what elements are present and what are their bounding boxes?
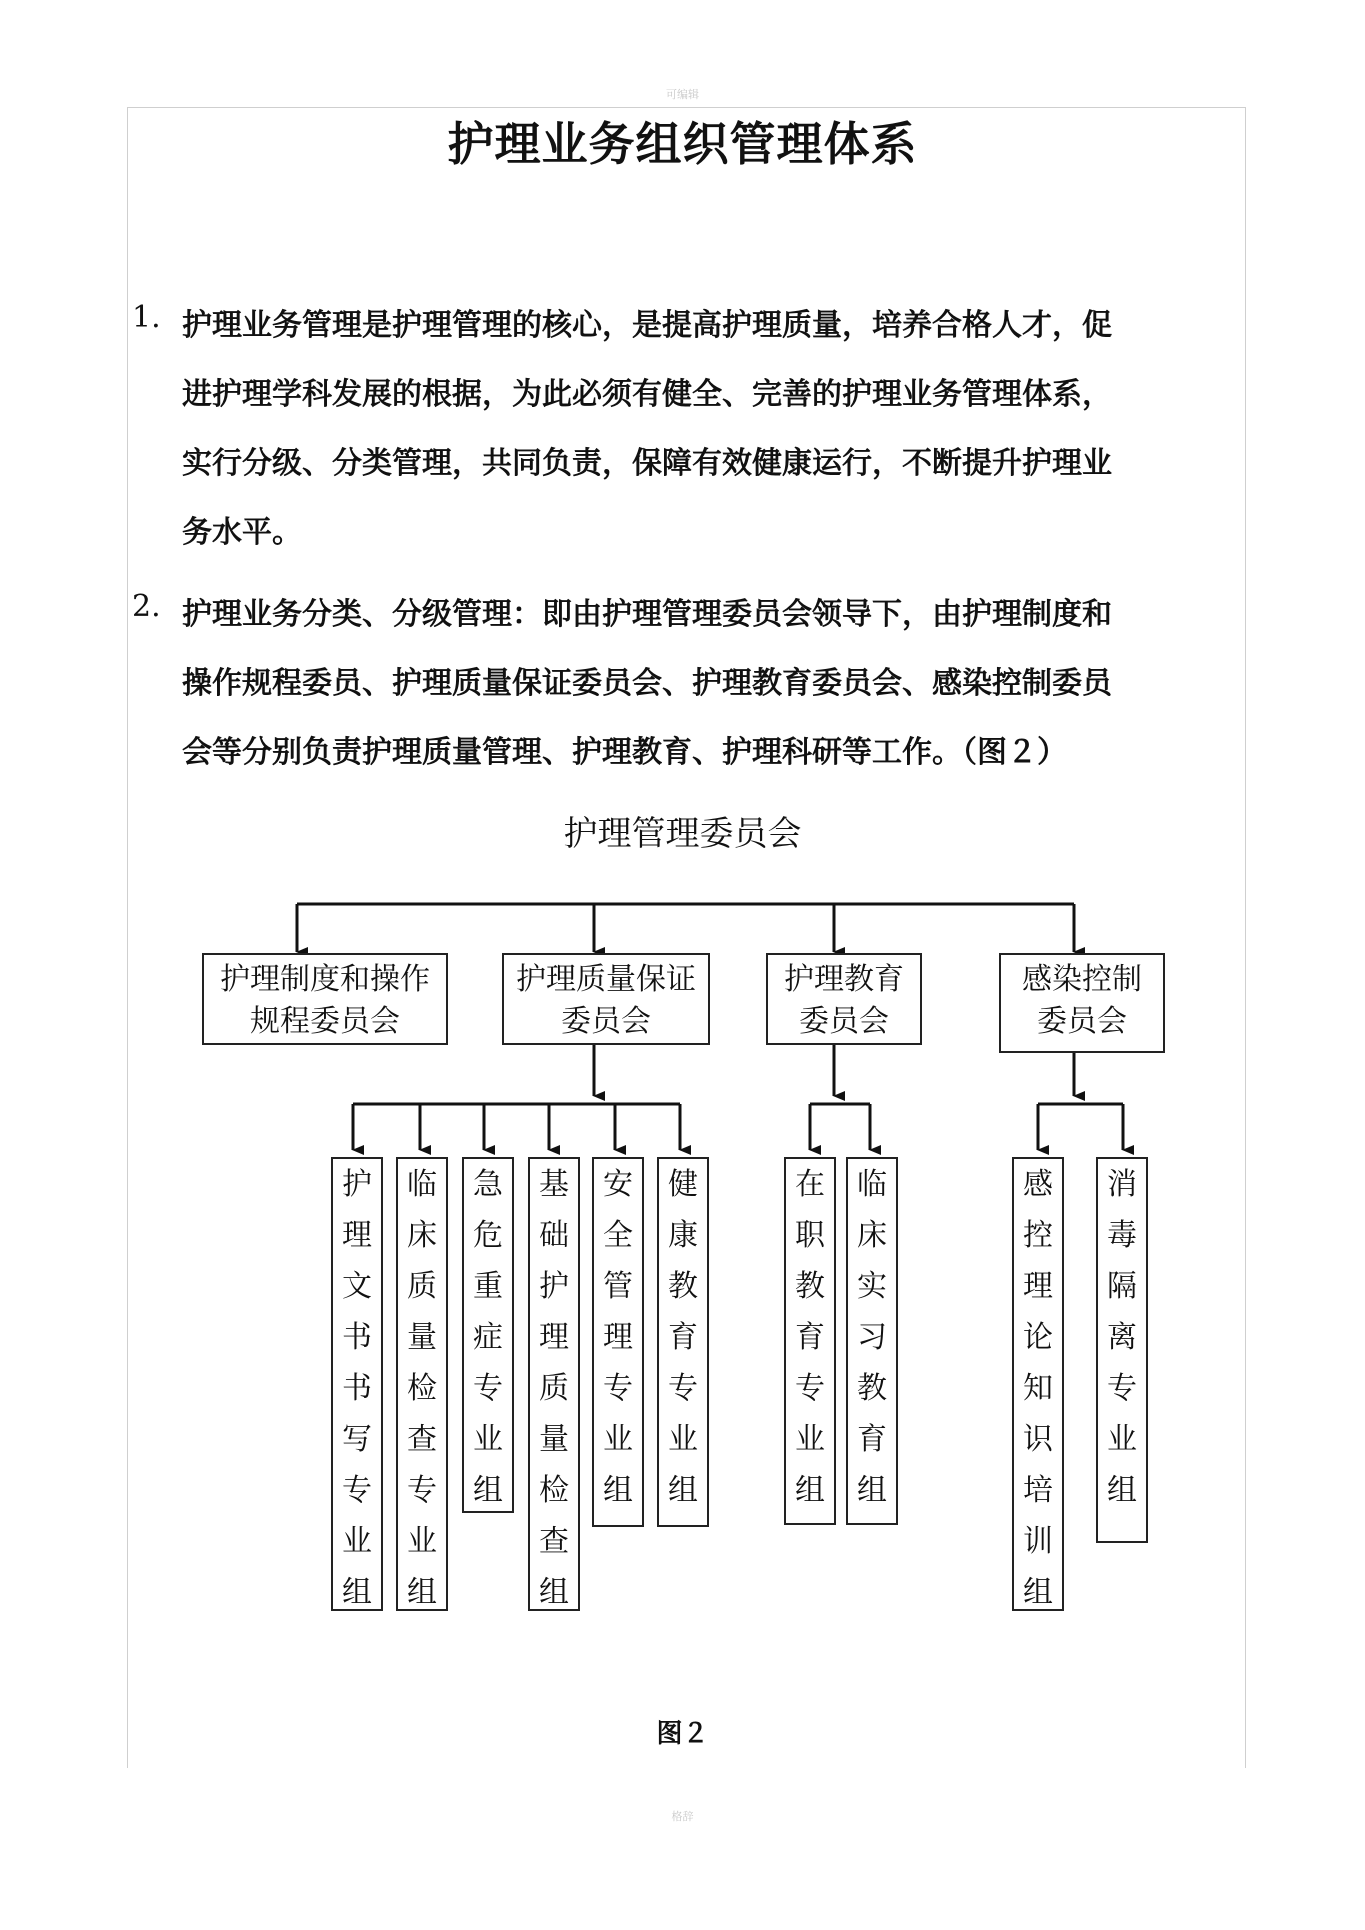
figure-caption: 图２	[656, 1719, 709, 1749]
group-label-char: 量	[407, 1320, 437, 1355]
group-label-char: 业	[795, 1422, 825, 1457]
group-label-char: 在	[795, 1167, 825, 1202]
group-label-char: 急	[473, 1167, 503, 1202]
group-box-basic-care-quality	[528, 1157, 580, 1611]
group-label-char: 检	[407, 1371, 437, 1406]
group-label-char: 础	[539, 1218, 569, 1253]
group-label-char: 组	[603, 1473, 633, 1508]
group-label-char: 离	[1107, 1320, 1137, 1355]
committee-box-quality	[502, 953, 710, 1045]
paragraph-line: 务水平。	[182, 515, 302, 550]
paragraph-line: 实行分级、分类管理，共同负责，保障有效健康运行，不断提升护理业	[182, 446, 1112, 481]
group-label-char: 护	[342, 1167, 372, 1202]
group-label-char: 理	[1023, 1269, 1053, 1304]
group-label-char: 床	[407, 1218, 437, 1253]
group-label-char: 健	[668, 1167, 698, 1202]
group-box-safety	[592, 1157, 644, 1527]
group-label-char: 隔	[1107, 1269, 1137, 1304]
group-label-char: 组	[668, 1473, 698, 1508]
group-label-char: 危	[473, 1218, 503, 1253]
committee-label-line2: 委员会	[561, 1004, 651, 1039]
group-label-char: 教	[857, 1371, 887, 1406]
group-label-char: 业	[407, 1524, 437, 1559]
group-box-infection-training	[1012, 1157, 1064, 1611]
committee-label-line1: 护理制度和操作	[220, 962, 430, 997]
group-label-char: 育	[668, 1320, 698, 1355]
group-label-char: 组	[342, 1575, 372, 1610]
group-label-char: 业	[603, 1422, 633, 1457]
committee-box-infection	[999, 953, 1165, 1053]
paragraph-line: 进护理学科发展的根据，为此必须有健全、完善的护理业务管理体系，	[182, 377, 1112, 412]
group-label-char: 组	[473, 1473, 503, 1508]
group-label-char: 专	[407, 1473, 437, 1508]
committee-label-line2: 委员会	[799, 1004, 889, 1039]
group-label-char: 感	[1023, 1167, 1053, 1202]
group-label-char: 护	[539, 1269, 569, 1304]
committee-label-line2: 委员会	[1037, 1004, 1127, 1039]
group-label-char: 质	[539, 1371, 569, 1406]
group-box-clinical-quality	[396, 1157, 448, 1611]
group-label-char: 量	[539, 1422, 569, 1457]
org-root-label: 护理管理委员会	[563, 814, 802, 854]
group-label-char: 检	[539, 1473, 569, 1508]
group-label-char: 专	[473, 1371, 503, 1406]
group-label-char: 理	[603, 1320, 633, 1355]
paragraph-line: 护理业务分类、分级管理：即由护理管理委员会领导下，由护理制度和	[182, 597, 1112, 632]
group-label-char: 教	[795, 1269, 825, 1304]
group-label-char: 床	[857, 1218, 887, 1253]
group-label-char: 组	[857, 1473, 887, 1508]
group-box-clinical-internship	[846, 1157, 898, 1525]
group-label-char: 习	[857, 1320, 887, 1355]
group-label-char: 毒	[1107, 1218, 1137, 1253]
group-label-char: 理	[342, 1218, 372, 1253]
paragraph-number: 1.	[132, 300, 161, 335]
group-label-char: 安	[603, 1167, 633, 1202]
group-label-char: 专	[795, 1371, 825, 1406]
group-label-char: 专	[603, 1371, 633, 1406]
group-label-char: 业	[1107, 1422, 1137, 1457]
group-box-health-education	[657, 1157, 709, 1527]
group-label-char: 培	[1023, 1473, 1053, 1508]
group-label-char: 理	[539, 1320, 569, 1355]
group-box-inservice-education	[784, 1157, 836, 1525]
committee-label-line1: 护理质量保证	[516, 962, 696, 997]
group-label-char: 组	[1023, 1575, 1053, 1610]
group-label-char: 专	[668, 1371, 698, 1406]
committee-label-line2: 规程委员会	[250, 1004, 400, 1039]
group-label-char: 症	[473, 1320, 503, 1355]
header-watermark: 可编辑	[666, 88, 699, 101]
group-label-char: 识	[1023, 1422, 1053, 1457]
group-label-char: 质	[407, 1269, 437, 1304]
group-label-char: 专	[342, 1473, 372, 1508]
committee-label-line1: 感染控制	[1022, 962, 1142, 997]
group-label-char: 书	[342, 1320, 372, 1355]
committee-label-line1: 护理教育	[784, 962, 904, 997]
group-label-char: 专	[1107, 1371, 1137, 1406]
group-label-char: 文	[342, 1269, 372, 1304]
group-label-char: 组	[539, 1575, 569, 1610]
group-label-char: 查	[407, 1422, 437, 1457]
group-label-char: 全	[603, 1218, 633, 1253]
group-label-char: 控	[1023, 1218, 1053, 1253]
group-label-char: 育	[795, 1320, 825, 1355]
group-label-char: 消	[1107, 1167, 1137, 1202]
group-label-char: 临	[857, 1167, 887, 1202]
group-box-critical-care	[462, 1157, 514, 1513]
group-label-char: 查	[539, 1524, 569, 1559]
group-label-char: 业	[473, 1422, 503, 1457]
group-box-documentation	[331, 1157, 383, 1611]
paragraph-line: 会等分别负责护理质量管理、护理教育、护理科研等工作。（图２）	[182, 735, 1067, 770]
paragraph-line: 护理业务管理是护理管理的核心，是提高护理质量，培养合格人才，促	[182, 308, 1112, 343]
group-box-disinfection	[1096, 1157, 1148, 1543]
group-label-char: 管	[603, 1269, 633, 1304]
group-label-char: 业	[668, 1422, 698, 1457]
group-label-char: 组	[795, 1473, 825, 1508]
group-label-char: 职	[795, 1218, 825, 1253]
group-label-char: 重	[473, 1269, 503, 1304]
footer-watermark: 格辞	[671, 1810, 694, 1823]
paragraph-line: 操作规程委员、护理质量保证委员会、护理教育委员会、感染控制委员	[182, 666, 1112, 701]
group-label-char: 育	[857, 1422, 887, 1457]
group-label-char: 教	[668, 1269, 698, 1304]
group-label-char: 组	[1107, 1473, 1137, 1508]
group-label-char: 康	[668, 1218, 698, 1253]
group-label-char: 知	[1023, 1371, 1053, 1406]
group-label-char: 实	[857, 1269, 887, 1304]
group-label-char: 基	[539, 1167, 569, 1202]
group-label-char: 书	[342, 1371, 372, 1406]
paragraph-number: 2.	[132, 589, 161, 624]
group-label-char: 业	[342, 1524, 372, 1559]
page-title: 护理业务组织管理体系	[447, 117, 918, 171]
group-label-char: 训	[1023, 1524, 1053, 1559]
group-label-char: 论	[1023, 1320, 1053, 1355]
committee-box-procedures	[202, 953, 448, 1045]
group-label-char: 组	[407, 1575, 437, 1610]
committee-box-education	[766, 953, 922, 1045]
group-label-char: 临	[407, 1167, 437, 1202]
group-label-char: 写	[342, 1422, 372, 1457]
